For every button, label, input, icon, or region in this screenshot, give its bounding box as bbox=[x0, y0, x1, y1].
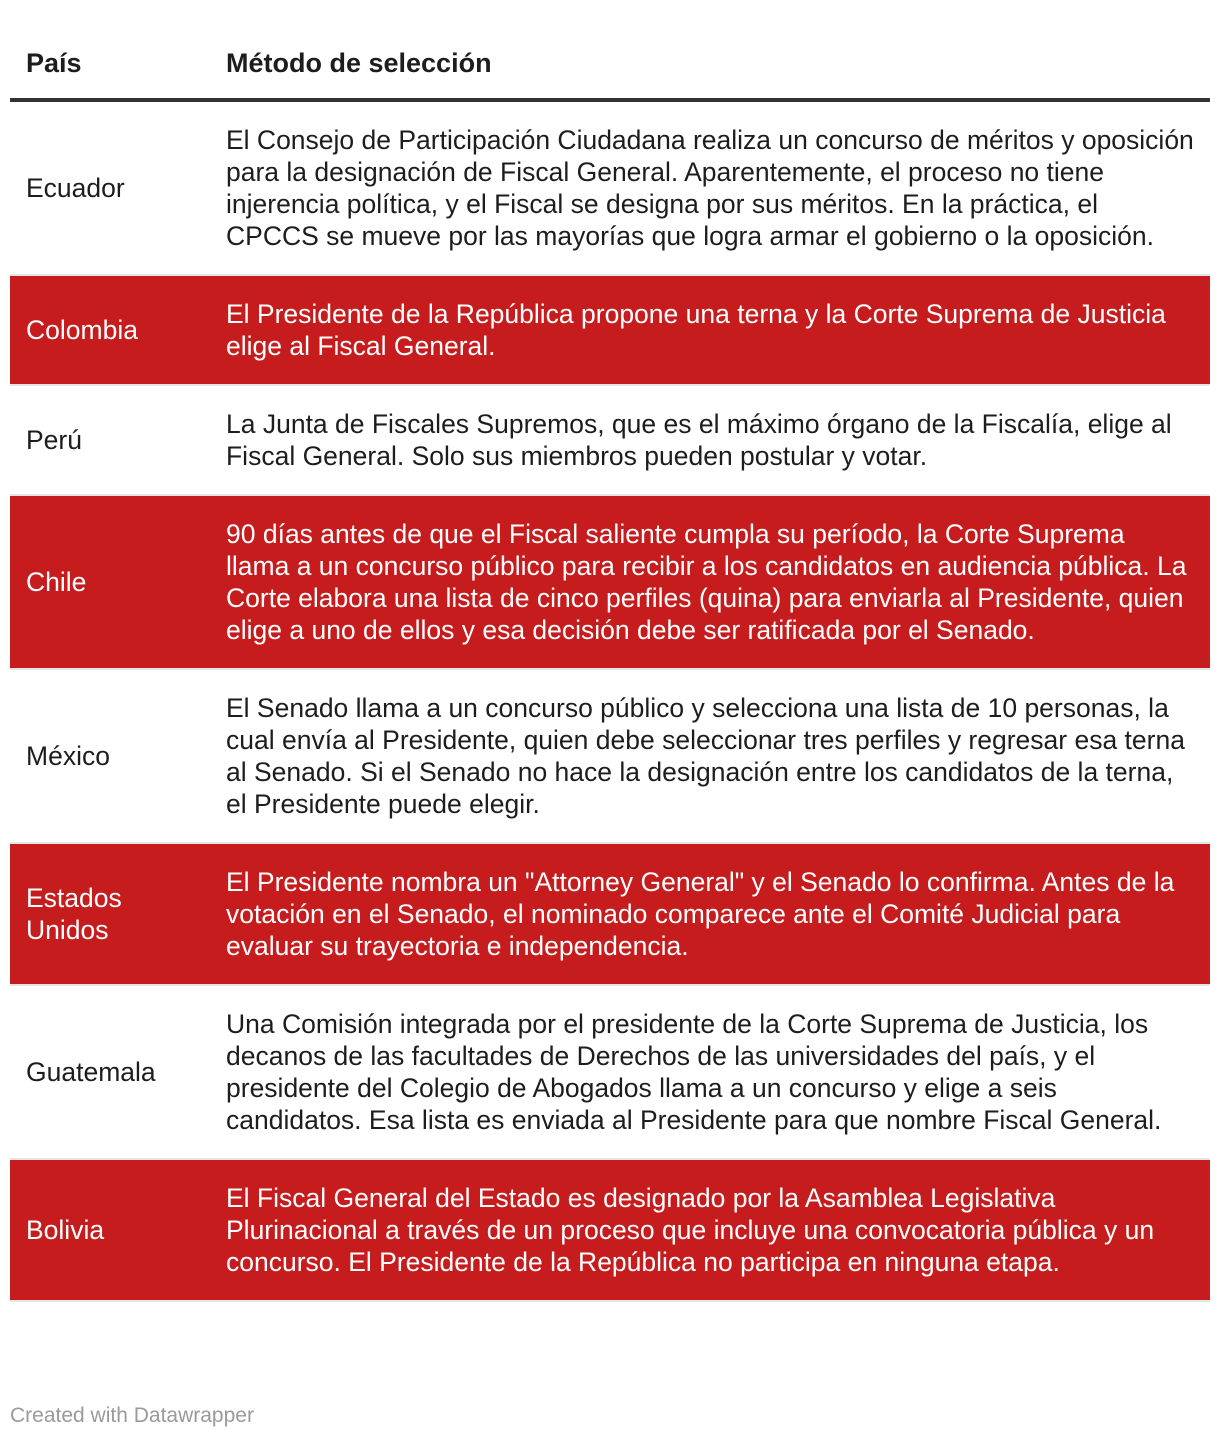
table-row bbox=[10, 100, 1210, 275]
country-cell: Guatemala bbox=[26, 1057, 156, 1087]
selection-method-table bbox=[10, 0, 1210, 1302]
datawrapper-credit[interactable]: Created with Datawrapper bbox=[10, 1404, 254, 1427]
method-cell: 90 días antes de que el Fiscal saliente cumpla su período, la Corte Suprema llama a un concurso público para recibir a los candidatos en audiencia pública. La Corte elabora una lista de cinco perfiles (quina) para enviarla al Presidente, quien elige a uno de ellos y esa decisión debe ser ratificada por el Senado. bbox=[226, 519, 1187, 645]
table-row bbox=[10, 385, 1210, 495]
table-row bbox=[10, 275, 1210, 385]
column-header-method[interactable]: Método de selección bbox=[210, 0, 1210, 100]
method-cell: El Presidente de la República propone una terna y la Corte Suprema de Justicia elige al Fiscal General. bbox=[226, 299, 1166, 361]
country-cell: Ecuador bbox=[26, 173, 125, 203]
method-cell: El Presidente nombra un "Attorney General" y el Senado lo confirma. Antes de la votación en el Senado, el nominado comparece ante el Comité Judicial para evaluar su trayectoria e independencia. bbox=[226, 867, 1175, 961]
country-cell: Perú bbox=[26, 425, 82, 455]
table-row bbox=[10, 843, 1210, 985]
column-header-country[interactable]: País bbox=[10, 0, 210, 100]
table-row bbox=[10, 495, 1210, 669]
table-row bbox=[10, 1159, 1210, 1301]
table-body bbox=[10, 100, 1210, 1301]
country-cell: Colombia bbox=[26, 315, 138, 345]
method-cell: La Junta de Fiscales Supremos, que es el máximo órgano de la Fiscalía, elige al Fiscal General. Solo sus miembros pueden postular y votar. bbox=[226, 409, 1172, 471]
table-row bbox=[10, 669, 1210, 843]
country-cell: Estados Unidos bbox=[26, 883, 122, 945]
country-cell: México bbox=[26, 741, 110, 771]
table-row bbox=[10, 985, 1210, 1159]
data-table-container bbox=[10, 0, 1210, 1302]
country-cell: Bolivia bbox=[26, 1215, 105, 1245]
method-cell: El Consejo de Participación Ciudadana realiza un concurso de méritos y oposición para la designación de Fiscal General. Aparentemente, el proceso no tiene injerencia política, y el Fiscal se designa por sus méritos. En la práctica, el CPCCS se mueve por las mayorías que logra armar el gobierno o la oposición. bbox=[226, 125, 1194, 251]
method-cell: El Senado llama a un concurso público y selecciona una lista de 10 personas, la cual envía al Presidente, quien debe seleccionar tres perfiles y regresar esa terna al Senado. Si el Senado no hace la designación entre los candidatos de la terna, el Presidente puede elegir. bbox=[226, 693, 1185, 819]
table-header bbox=[10, 0, 1210, 100]
table-header-row bbox=[10, 0, 1210, 100]
country-cell: Chile bbox=[26, 567, 87, 597]
method-cell: El Fiscal General del Estado es designado por la Asamblea Legislativa Plurinacional a través de un proceso que incluye una convocatoria pública y un concurso. El Presidente de la República no participa en ninguna etapa. bbox=[226, 1183, 1155, 1277]
method-cell: Una Comisión integrada por el presidente de la Corte Suprema de Justicia, los decanos de las facultades de Derechos de las universidades del país, y el presidente del Colegio de Abogados llama a un concurso y elige a seis candidatos. Esa lista es enviada al Presidente para que nombre Fiscal General. bbox=[226, 1009, 1162, 1135]
